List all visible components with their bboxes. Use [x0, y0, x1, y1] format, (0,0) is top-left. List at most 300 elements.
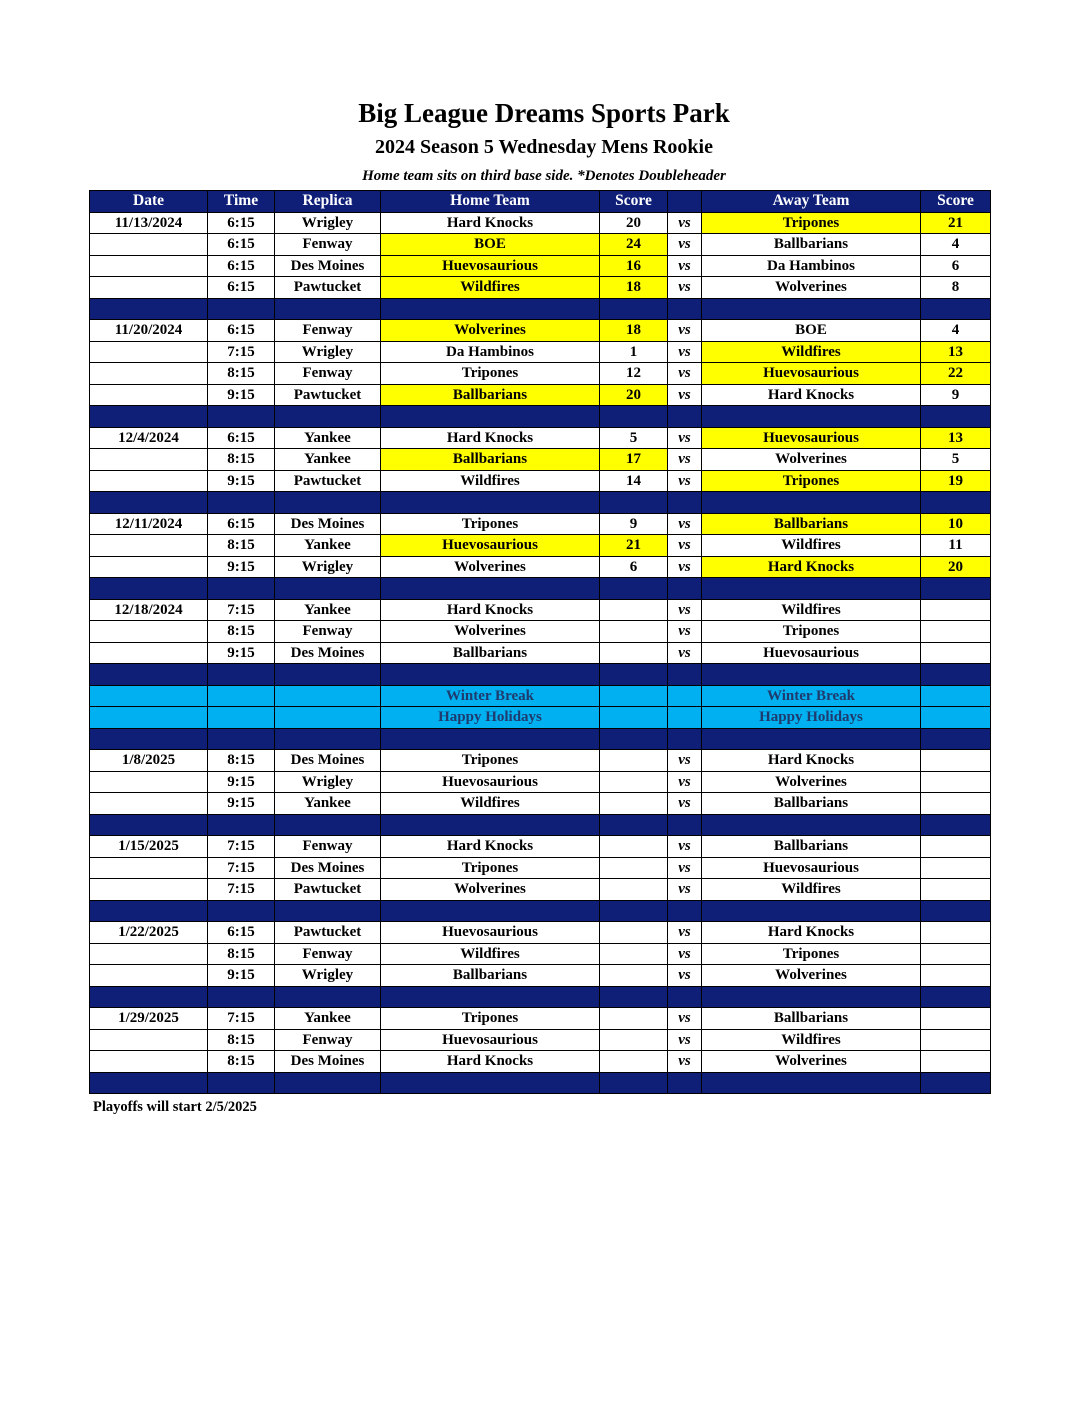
- cell-home-team: Huevosaurious: [381, 535, 600, 557]
- cell-away-team: Hard Knocks: [702, 922, 921, 944]
- break-cell: [275, 707, 381, 729]
- cell-home-score: [600, 621, 668, 643]
- cell-away-score: [921, 621, 991, 643]
- cell-replica: Yankee: [275, 535, 381, 557]
- separator-cell: [381, 406, 600, 428]
- cell-date: 11/20/2024: [90, 320, 208, 342]
- cell-home-score: [600, 857, 668, 879]
- separator-cell: [275, 492, 381, 514]
- cell-replica: Pawtucket: [275, 384, 381, 406]
- separator-cell: [702, 814, 921, 836]
- separator-cell: [921, 298, 991, 320]
- separator-cell: [208, 814, 275, 836]
- separator-cell: [208, 664, 275, 686]
- col-home-team: Home Team: [381, 191, 600, 213]
- cell-home-team: Tripones: [381, 513, 600, 535]
- separator-cell: [668, 298, 702, 320]
- separator-cell: [275, 900, 381, 922]
- cell-home-score: [600, 750, 668, 772]
- separator-cell: [381, 728, 600, 750]
- cell-replica: Des Moines: [275, 857, 381, 879]
- separator-cell: [702, 578, 921, 600]
- cell-away-team: Wolverines: [702, 771, 921, 793]
- cell-home-team: Tripones: [381, 857, 600, 879]
- cell-away-team: Ballbarians: [702, 1008, 921, 1030]
- cell-date: [90, 470, 208, 492]
- cell-away-score: 6: [921, 255, 991, 277]
- separator-cell: [600, 664, 668, 686]
- game-row: [90, 212, 991, 234]
- cell-home-team: Wolverines: [381, 621, 600, 643]
- cell-vs: vs: [668, 965, 702, 987]
- cell-away-score: [921, 750, 991, 772]
- cell-vs: vs: [668, 642, 702, 664]
- cell-home-score: 6: [600, 556, 668, 578]
- separator-cell: [381, 1072, 600, 1094]
- cell-vs: vs: [668, 793, 702, 815]
- cell-vs: vs: [668, 879, 702, 901]
- separator-cell: [381, 986, 600, 1008]
- separator-cell: [90, 492, 208, 514]
- game-row: [90, 449, 991, 471]
- separator-cell: [668, 578, 702, 600]
- col-away-team: Away Team: [702, 191, 921, 213]
- cell-home-score: 1: [600, 341, 668, 363]
- playoffs-note: Playoffs will start 2/5/2025: [93, 1099, 257, 1115]
- cell-time: 8:15: [208, 750, 275, 772]
- cell-replica: Wrigley: [275, 771, 381, 793]
- cell-replica: Pawtucket: [275, 879, 381, 901]
- cell-home-score: 12: [600, 363, 668, 385]
- cell-replica: Des Moines: [275, 513, 381, 535]
- cell-home-score: [600, 879, 668, 901]
- separator-cell: [600, 900, 668, 922]
- cell-vs: vs: [668, 363, 702, 385]
- cell-away-team: Wildfires: [702, 341, 921, 363]
- separator-cell: [921, 728, 991, 750]
- cell-away-score: 5: [921, 449, 991, 471]
- cell-date: 1/15/2025: [90, 836, 208, 858]
- separator-cell: [275, 578, 381, 600]
- separator-cell: [702, 406, 921, 428]
- separator-cell: [90, 1072, 208, 1094]
- cell-away-team: Hard Knocks: [702, 556, 921, 578]
- cell-time: 6:15: [208, 427, 275, 449]
- cell-replica: Yankee: [275, 793, 381, 815]
- separator-cell: [381, 578, 600, 600]
- separator-cell: [702, 900, 921, 922]
- cell-vs: vs: [668, 1029, 702, 1051]
- cell-time: 9:15: [208, 384, 275, 406]
- separator-cell: [600, 814, 668, 836]
- game-row: [90, 879, 991, 901]
- cell-home-team: Huevosaurious: [381, 1029, 600, 1051]
- cell-home-score: 18: [600, 320, 668, 342]
- cell-replica: Yankee: [275, 599, 381, 621]
- separator-cell: [600, 1072, 668, 1094]
- separator-cell: [90, 664, 208, 686]
- separator-row: [90, 814, 991, 836]
- separator-cell: [90, 578, 208, 600]
- cell-date: [90, 621, 208, 643]
- cell-home-team: Wolverines: [381, 879, 600, 901]
- cell-replica: Wrigley: [275, 556, 381, 578]
- cell-home-score: [600, 771, 668, 793]
- separator-cell: [921, 986, 991, 1008]
- cell-replica: Wrigley: [275, 341, 381, 363]
- separator-cell: [275, 814, 381, 836]
- game-row: [90, 750, 991, 772]
- break-cell: [600, 685, 668, 707]
- separator-cell: [702, 492, 921, 514]
- cell-time: 6:15: [208, 320, 275, 342]
- cell-vs: vs: [668, 255, 702, 277]
- cell-home-team: Huevosaurious: [381, 771, 600, 793]
- separator-row: [90, 578, 991, 600]
- cell-replica: Fenway: [275, 320, 381, 342]
- cell-replica: Wrigley: [275, 212, 381, 234]
- separator-cell: [600, 298, 668, 320]
- break-cell: [600, 707, 668, 729]
- cell-home-score: 20: [600, 212, 668, 234]
- separator-cell: [90, 900, 208, 922]
- cell-time: 8:15: [208, 621, 275, 643]
- cell-vs: vs: [668, 1051, 702, 1073]
- cell-date: 12/4/2024: [90, 427, 208, 449]
- cell-away-team: Huevosaurious: [702, 427, 921, 449]
- cell-away-team: Wildfires: [702, 535, 921, 557]
- cell-home-score: [600, 599, 668, 621]
- col-replica: Replica: [275, 191, 381, 213]
- separator-cell: [921, 814, 991, 836]
- cell-home-team: Da Hambinos: [381, 341, 600, 363]
- cell-time: 9:15: [208, 470, 275, 492]
- cell-away-team: Tripones: [702, 212, 921, 234]
- cell-replica: Wrigley: [275, 965, 381, 987]
- cell-date: [90, 965, 208, 987]
- cell-replica: Fenway: [275, 836, 381, 858]
- game-row: [90, 363, 991, 385]
- cell-replica: Des Moines: [275, 642, 381, 664]
- cell-vs: vs: [668, 277, 702, 299]
- separator-cell: [702, 1072, 921, 1094]
- break-label-home: Happy Holidays: [381, 707, 600, 729]
- cell-vs: vs: [668, 470, 702, 492]
- cell-home-team: Ballbarians: [381, 449, 600, 471]
- separator-cell: [90, 728, 208, 750]
- separator-cell: [381, 900, 600, 922]
- cell-date: [90, 857, 208, 879]
- cell-away-team: Wolverines: [702, 965, 921, 987]
- cell-time: 6:15: [208, 922, 275, 944]
- cell-time: 6:15: [208, 513, 275, 535]
- cell-vs: vs: [668, 750, 702, 772]
- separator-cell: [668, 814, 702, 836]
- col-time: Time: [208, 191, 275, 213]
- cell-time: 6:15: [208, 234, 275, 256]
- cell-home-score: [600, 836, 668, 858]
- cell-time: 6:15: [208, 277, 275, 299]
- cell-home-team: Tripones: [381, 363, 600, 385]
- separator-cell: [921, 492, 991, 514]
- game-row: [90, 255, 991, 277]
- separator-cell: [668, 728, 702, 750]
- game-row: [90, 771, 991, 793]
- cell-away-score: [921, 599, 991, 621]
- cell-away-team: Wolverines: [702, 449, 921, 471]
- separator-cell: [668, 664, 702, 686]
- cell-date: 11/13/2024: [90, 212, 208, 234]
- cell-home-score: 5: [600, 427, 668, 449]
- cell-replica: Fenway: [275, 1029, 381, 1051]
- cell-time: 7:15: [208, 341, 275, 363]
- game-row: [90, 922, 991, 944]
- cell-away-team: Tripones: [702, 943, 921, 965]
- cell-home-score: 24: [600, 234, 668, 256]
- cell-away-score: 19: [921, 470, 991, 492]
- break-cell: [921, 707, 991, 729]
- separator-cell: [600, 578, 668, 600]
- separator-cell: [702, 728, 921, 750]
- schedule-table: [89, 190, 991, 1094]
- cell-away-team: Ballbarians: [702, 793, 921, 815]
- cell-date: [90, 1051, 208, 1073]
- cell-away-score: [921, 922, 991, 944]
- cell-home-team: Hard Knocks: [381, 836, 600, 858]
- separator-cell: [702, 986, 921, 1008]
- separator-cell: [275, 986, 381, 1008]
- cell-home-score: [600, 922, 668, 944]
- cell-home-score: 9: [600, 513, 668, 535]
- cell-away-team: Huevosaurious: [702, 642, 921, 664]
- cell-home-score: [600, 1008, 668, 1030]
- cell-home-team: Wildfires: [381, 277, 600, 299]
- break-cell: [668, 707, 702, 729]
- cell-away-score: 20: [921, 556, 991, 578]
- game-row: [90, 234, 991, 256]
- cell-away-team: Tripones: [702, 621, 921, 643]
- break-cell: [208, 707, 275, 729]
- separator-cell: [600, 406, 668, 428]
- cell-home-score: 17: [600, 449, 668, 471]
- cell-vs: vs: [668, 857, 702, 879]
- break-row: [90, 685, 991, 707]
- separator-row: [90, 406, 991, 428]
- break-label-away: Happy Holidays: [702, 707, 921, 729]
- separator-cell: [208, 986, 275, 1008]
- cell-vs: vs: [668, 513, 702, 535]
- break-cell: [668, 685, 702, 707]
- cell-home-team: Wolverines: [381, 320, 600, 342]
- cell-replica: Yankee: [275, 427, 381, 449]
- cell-home-score: 21: [600, 535, 668, 557]
- cell-home-team: Hard Knocks: [381, 427, 600, 449]
- game-row: [90, 556, 991, 578]
- separator-cell: [208, 578, 275, 600]
- cell-vs: vs: [668, 212, 702, 234]
- cell-away-team: Ballbarians: [702, 513, 921, 535]
- cell-away-score: [921, 642, 991, 664]
- separator-cell: [90, 814, 208, 836]
- separator-cell: [208, 728, 275, 750]
- game-row: [90, 427, 991, 449]
- cell-vs: vs: [668, 621, 702, 643]
- cell-date: [90, 384, 208, 406]
- cell-home-score: 16: [600, 255, 668, 277]
- separator-cell: [600, 728, 668, 750]
- break-row: [90, 707, 991, 729]
- game-row: [90, 1051, 991, 1073]
- cell-time: 8:15: [208, 449, 275, 471]
- cell-away-score: 9: [921, 384, 991, 406]
- cell-home-team: Ballbarians: [381, 965, 600, 987]
- game-row: [90, 965, 991, 987]
- cell-time: 7:15: [208, 879, 275, 901]
- separator-cell: [275, 664, 381, 686]
- game-row: [90, 621, 991, 643]
- separator-cell: [668, 900, 702, 922]
- cell-away-team: Hard Knocks: [702, 750, 921, 772]
- cell-time: 9:15: [208, 793, 275, 815]
- cell-vs: vs: [668, 943, 702, 965]
- cell-date: [90, 363, 208, 385]
- cell-vs: vs: [668, 771, 702, 793]
- game-row: [90, 836, 991, 858]
- cell-vs: vs: [668, 922, 702, 944]
- cell-home-team: Wildfires: [381, 470, 600, 492]
- cell-time: 9:15: [208, 556, 275, 578]
- cell-away-score: [921, 793, 991, 815]
- cell-vs: vs: [668, 427, 702, 449]
- cell-time: 8:15: [208, 363, 275, 385]
- game-row: [90, 857, 991, 879]
- col-home-score: Score: [600, 191, 668, 213]
- cell-away-score: 4: [921, 320, 991, 342]
- separator-cell: [275, 298, 381, 320]
- separator-cell: [600, 492, 668, 514]
- cell-replica: Fenway: [275, 943, 381, 965]
- cell-date: [90, 255, 208, 277]
- separator-row: [90, 728, 991, 750]
- cell-home-score: [600, 943, 668, 965]
- cell-replica: Des Moines: [275, 750, 381, 772]
- separator-cell: [921, 664, 991, 686]
- cell-away-score: [921, 1008, 991, 1030]
- cell-away-team: Hard Knocks: [702, 384, 921, 406]
- cell-date: 1/22/2025: [90, 922, 208, 944]
- cell-away-score: [921, 857, 991, 879]
- cell-time: 6:15: [208, 255, 275, 277]
- cell-vs: vs: [668, 384, 702, 406]
- cell-away-team: Ballbarians: [702, 836, 921, 858]
- cell-date: [90, 234, 208, 256]
- separator-cell: [90, 986, 208, 1008]
- page-title: Big League Dreams Sports Park: [358, 98, 730, 128]
- cell-away-score: 13: [921, 427, 991, 449]
- break-cell: [921, 685, 991, 707]
- separator-cell: [381, 814, 600, 836]
- cell-home-score: 18: [600, 277, 668, 299]
- cell-date: [90, 341, 208, 363]
- cell-date: [90, 943, 208, 965]
- cell-away-team: Da Hambinos: [702, 255, 921, 277]
- cell-date: [90, 277, 208, 299]
- cell-home-score: 14: [600, 470, 668, 492]
- cell-replica: Pawtucket: [275, 922, 381, 944]
- break-cell: [90, 685, 208, 707]
- cell-date: [90, 1029, 208, 1051]
- separator-cell: [381, 664, 600, 686]
- separator-row: [90, 1072, 991, 1094]
- cell-replica: Yankee: [275, 1008, 381, 1030]
- col-vs: [668, 191, 702, 213]
- cell-time: 8:15: [208, 1051, 275, 1073]
- cell-home-team: Ballbarians: [381, 642, 600, 664]
- cell-away-team: Wolverines: [702, 277, 921, 299]
- cell-away-team: Ballbarians: [702, 234, 921, 256]
- separator-cell: [921, 900, 991, 922]
- separator-cell: [381, 298, 600, 320]
- game-row: [90, 642, 991, 664]
- separator-cell: [668, 406, 702, 428]
- game-row: [90, 513, 991, 535]
- cell-home-score: [600, 793, 668, 815]
- cell-home-team: Hard Knocks: [381, 212, 600, 234]
- cell-date: 12/18/2024: [90, 599, 208, 621]
- cell-home-team: Wildfires: [381, 943, 600, 965]
- separator-cell: [208, 1072, 275, 1094]
- cell-vs: vs: [668, 341, 702, 363]
- game-row: [90, 341, 991, 363]
- cell-home-team: Wildfires: [381, 793, 600, 815]
- separator-row: [90, 664, 991, 686]
- separator-cell: [208, 406, 275, 428]
- separator-row: [90, 298, 991, 320]
- cell-home-team: Tripones: [381, 750, 600, 772]
- cell-home-score: [600, 965, 668, 987]
- cell-vs: vs: [668, 836, 702, 858]
- cell-date: 1/8/2025: [90, 750, 208, 772]
- col-away-score: Score: [921, 191, 991, 213]
- cell-time: 9:15: [208, 771, 275, 793]
- separator-cell: [702, 664, 921, 686]
- cell-date: [90, 642, 208, 664]
- cell-time: 7:15: [208, 836, 275, 858]
- cell-replica: Pawtucket: [275, 470, 381, 492]
- separator-row: [90, 900, 991, 922]
- cell-date: [90, 793, 208, 815]
- cell-time: 8:15: [208, 943, 275, 965]
- game-row: [90, 320, 991, 342]
- cell-home-score: 20: [600, 384, 668, 406]
- separator-cell: [921, 406, 991, 428]
- cell-away-score: [921, 771, 991, 793]
- cell-home-team: Hard Knocks: [381, 599, 600, 621]
- separator-row: [90, 986, 991, 1008]
- cell-home-team: Ballbarians: [381, 384, 600, 406]
- cell-replica: Fenway: [275, 621, 381, 643]
- page-subtitle: 2024 Season 5 Wednesday Mens Rookie: [374, 136, 713, 158]
- col-date: Date: [90, 191, 208, 213]
- separator-cell: [208, 492, 275, 514]
- cell-date: [90, 771, 208, 793]
- game-row: [90, 384, 991, 406]
- cell-replica: Pawtucket: [275, 277, 381, 299]
- game-row: [90, 277, 991, 299]
- cell-time: 7:15: [208, 1008, 275, 1030]
- separator-cell: [381, 492, 600, 514]
- cell-away-team: Wildfires: [702, 599, 921, 621]
